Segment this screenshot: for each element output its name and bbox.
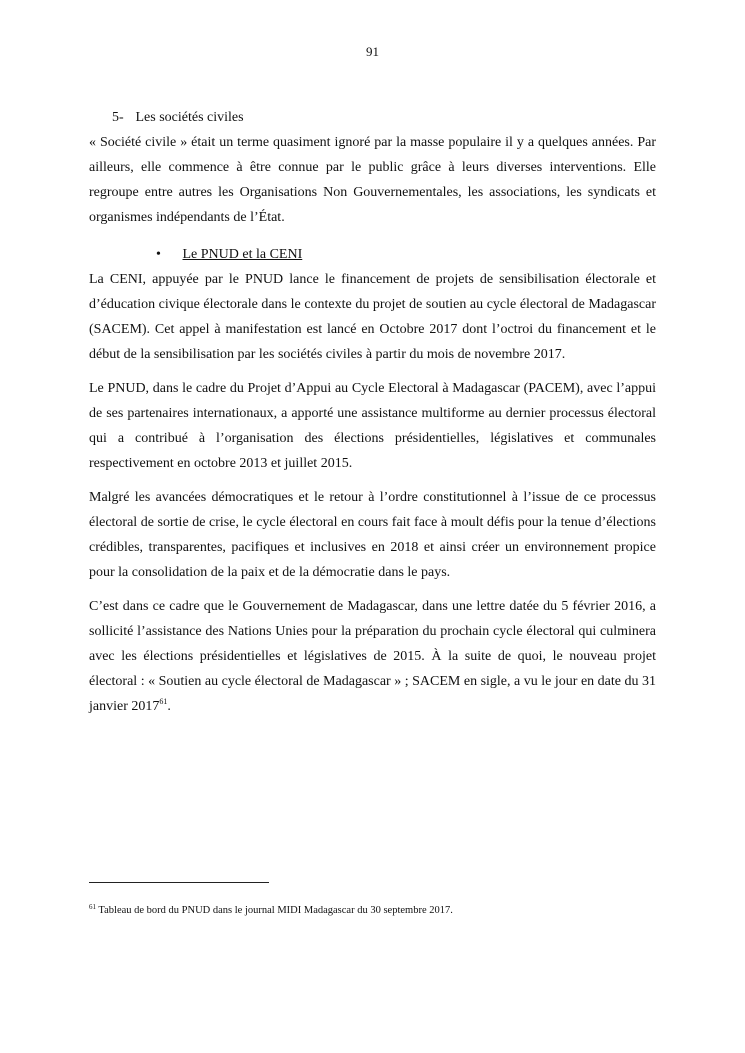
section-intro-paragraph: « Société civile » était un terme quasiment ignoré par la masse populaire il y a quelques années. Par ailleurs, elle commence à être connue par le public grâce à leurs diverses interventions. Elle regroupe entre autres les Organisations Non Gouvernementales, les associations, les syndicats et organismes indépendants de l’État. [89, 135, 656, 225]
paragraph-sacem-end: . [167, 699, 171, 714]
footnote-divider [89, 882, 269, 883]
subsection-title: Le PNUD et la CENI [182, 247, 303, 262]
section-heading [112, 105, 656, 130]
footnote-text: Tableau de bord du PNUD dans le journal MIDI Madagascar du 30 septembre 2017. [96, 905, 453, 916]
subsection-heading [156, 242, 656, 267]
page-body [89, 105, 656, 719]
footnote [89, 904, 656, 918]
paragraph-challenges: Malgré les avancées démocratiques et le retour à l’ordre constitutionnel à l’issue de ce processus électoral de sortie de crise, le cycle électoral en cours fait face à moult défis pour la tenue d’élections crédibles, transparentes, pacifiques et inclusives en 2018 et ainsi créer un environnement propice pour la consolidation de la paix et de la démocratie dans le pays. [89, 490, 656, 580]
paragraph-pnud: Le PNUD, dans le cadre du Projet d’Appui au Cycle Electoral à Madagascar (PACEM), avec l’appui de ses partenaires internationaux, a apporté une assistance multiforme au dernier processus électoral qui a contribué à l’organisation des élections présidentielles, législatives et communales respectivement en octobre 2013 et juillet 2015. [89, 381, 656, 471]
section-title: Les sociétés civiles [135, 110, 244, 125]
footnote-reference[interactable]: 61 [159, 697, 168, 706]
paragraph-sacem [89, 594, 656, 719]
section-number: 5- [112, 110, 124, 125]
page-number: 91 [366, 44, 379, 59]
paragraph-ceni: La CENI, appuyée par le PNUD lance le financement de projets de sensibilisation électorale et d’éducation civique électorale dans le contexte du projet de soutien au cycle électoral de Madagascar (SACEM). Cet appel à manifestation est lancé en Octobre 2017 dont l’octroi du financement et le début de la sensibilisation par les sociétés civiles à partir du mois de novembre 2017. [89, 272, 656, 362]
bullet-icon: • [156, 247, 161, 262]
footnote-marker: 61 [89, 903, 96, 911]
paragraph-sacem-text: C’est dans ce cadre que le Gouvernement de Madagascar, dans une lettre datée du 5 février 2016, a sollicité l’assistance des Nations Unies pour la préparation du prochain cycle électoral qui culminera avec les élections présidentielles et législatives de 2015. À la suite de quoi, le nouveau projet électoral : « Soutien au cycle électoral de Madagascar » ; SACEM en sigle, a vu le jour en date du 31 janvier 2017 [89, 599, 656, 714]
